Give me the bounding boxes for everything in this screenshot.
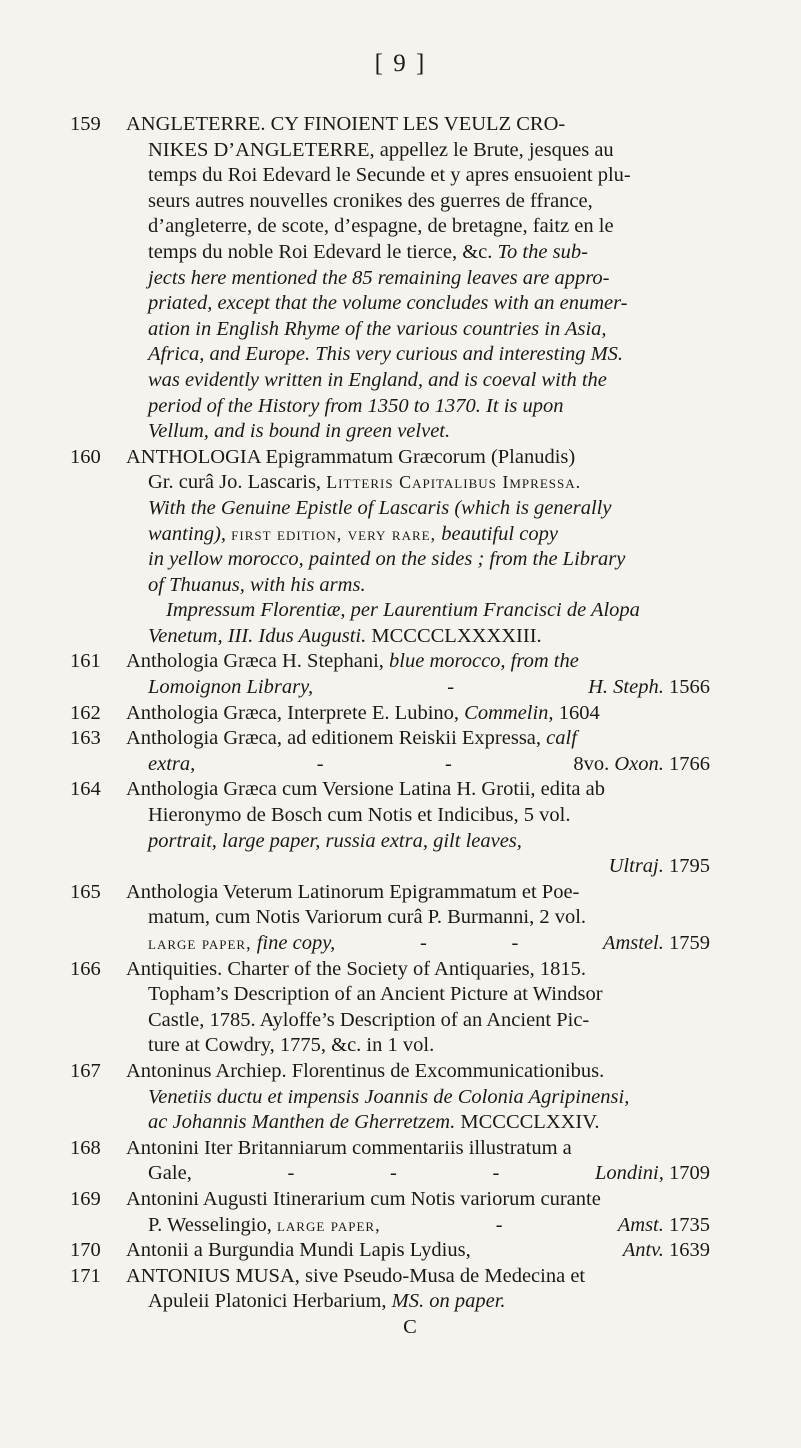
entry-date: 1566 — [663, 676, 710, 699]
entry-text: temps du Roi Edevard le Secunde et y apres ensuoient plu- — [148, 164, 631, 187]
entry-note: fine copy, — [251, 932, 336, 954]
entry-date: 1735 — [663, 1213, 710, 1236]
leader-dash: - — [447, 676, 455, 699]
entry-note: on paper. — [424, 1290, 506, 1313]
entry-imprint: Londini, — [594, 1162, 664, 1185]
entry-text: Anthologia Græca H. Stephani, — [126, 650, 390, 673]
entry-number: 170 — [70, 1239, 101, 1262]
entry-text: temps du noble Roi Edevard le tierce, &c. — [148, 240, 498, 263]
entry-text: Anthologia Veterum Latinorum Epigrammatum et Poe- — [126, 880, 580, 903]
leader-dash: - — [389, 1162, 397, 1185]
entry-note: in yellow morocco, painted on the sides ; from the Library — [148, 548, 626, 571]
entry-imprint: H. Steph. — [588, 676, 664, 699]
entry-text: NIKES D’ANGLETERRE, appellez le Brute, jesques au — [148, 138, 614, 161]
entry-imprint: ac Johannis Manthen de Gherretzem. — [148, 1111, 456, 1134]
entry-date: 1639 — [663, 1239, 710, 1262]
entry-note: priated, except that the volume concludes with an enumer- — [148, 292, 628, 315]
entry-text: matum, cum Notis Variorum curâ P. Burmanni, 2 vol. — [148, 906, 587, 929]
leader-dash: - — [511, 932, 519, 954]
entry-number: 168 — [70, 1136, 101, 1159]
entry-number: 161 — [70, 650, 101, 673]
entry-format: 8vo. — [573, 752, 615, 775]
entry-note: of Thuanus, with his arms. — [148, 573, 366, 596]
entry-imprint: Impressum Florentiæ, per Laurentium Francisci de Alopa — [166, 599, 640, 622]
entry-number: 167 — [70, 1059, 101, 1082]
entry-text: Anthologia Græca, ad editionem Reiskii Expressa, — [126, 727, 547, 750]
catalogue-entry-164 — [70, 777, 710, 879]
entry-imprint: Amstel. — [602, 932, 664, 954]
entry-text: Castle, 1785. Ayloffe’s Description of an Ancient Pic- — [148, 1008, 590, 1031]
entry-text: Antoninus Archiep. Florentinus de Excommunicationibus. — [126, 1059, 605, 1082]
entry-text: Topham’s Description of an Ancient Picture at Windsor — [148, 983, 603, 1006]
catalogue-entry-171 — [70, 1264, 710, 1315]
entry-text: Antonini Iter Britanniarum commentariis illustratum a — [126, 1136, 572, 1159]
entry-text: d’angleterre, de scote, d’espagne, de bretagne, faitz en le — [148, 215, 614, 238]
entry-imprint: Ultraj. — [608, 855, 664, 878]
catalogue-entry-160 — [70, 445, 710, 650]
catalogue-entry-161 — [70, 649, 710, 700]
entry-number: 165 — [70, 880, 101, 903]
entry-note: MS. — [391, 1290, 425, 1313]
entry-note: calf — [546, 727, 577, 750]
entry-imprint: Antv. — [622, 1239, 664, 1262]
entry-date: 1604 — [553, 701, 600, 724]
entry-text: Antonini Augusti Itinerarium cum Notis variorum curante — [126, 1187, 601, 1210]
catalogue-entry-170 — [70, 1238, 710, 1264]
entry-text: Apuleii Platonici Herbarium, — [148, 1290, 392, 1313]
entry-imprint: Amst. — [617, 1213, 664, 1236]
entry-text: Anthologia Græca, Interprete E. Lubino, — [126, 701, 465, 724]
entry-text: Antonii a Burgundia Mundi Lapis Lydius, — [126, 1239, 471, 1262]
entry-text: ANGLETERRE. CY FINOIENT LES VEULZ CRO- — [126, 113, 566, 135]
entry-imprint: Commelin, — [464, 701, 554, 724]
entry-text: Hieronymo de Bosch cum Notis et Indicibus, 5 vol. — [148, 804, 571, 827]
entry-note: extra, — [148, 752, 196, 775]
leader-dash: - — [316, 752, 324, 775]
catalogue-entry-166 — [70, 957, 710, 1059]
entry-date: 1759 — [663, 932, 710, 954]
leader-dash: - — [495, 1213, 503, 1236]
entry-text: seurs autres nouvelles cronikes des guerres de ffrance, — [148, 189, 593, 212]
entry-note: wanting), — [148, 522, 232, 545]
entry-smallcaps: first edition, very rare, — [231, 523, 437, 544]
catalogue-entry-162 — [70, 701, 710, 727]
entry-smallcaps: large paper, — [276, 1214, 381, 1235]
entry-number: 169 — [70, 1187, 101, 1210]
entry-note: jects here mentioned the 85 remaining leaves are appro- — [148, 266, 610, 289]
entry-text: Gr. curâ Jo. Lascaris, — [148, 471, 327, 494]
entry-imprint: Venetiis ductu et impensis Joannis de Colonia Agripinensi, — [148, 1085, 630, 1108]
entry-note: To the sub- — [497, 240, 588, 263]
entry-number: 171 — [70, 1264, 101, 1287]
entry-date: MCCCCLXXIV. — [455, 1111, 600, 1134]
entry-number: 160 — [70, 445, 101, 468]
entry-note: period of the History from 1350 to 1370. It is upon — [148, 394, 564, 417]
entry-text: Antiquities. Charter of the Society of Antiquaries, 1815. — [126, 957, 587, 980]
entry-note: Africa, and Europe. This very curious and interesting MS. — [148, 343, 624, 366]
entry-imprint: Venetum, III. Idus Augusti. — [148, 624, 367, 647]
catalogue-entry-167 — [70, 1059, 710, 1136]
catalogue-entry-163 — [70, 726, 710, 777]
entry-imprint: Oxon. — [614, 752, 664, 775]
entry-date: 1709 — [663, 1162, 710, 1185]
entry-number: 164 — [70, 778, 101, 801]
entry-note: ation in English Rhyme of the various countries in Asia, — [148, 317, 607, 340]
entry-note: Vellum, and is bound in green velvet. — [148, 420, 451, 443]
entry-smallcaps: large paper, — [148, 933, 252, 953]
entry-text: ANTHOLOGIA Epigrammatum Græcorum (Planudis) — [126, 445, 576, 468]
entry-date: 1766 — [663, 752, 710, 775]
catalogue-entry-168 — [70, 1136, 710, 1187]
entry-date: 1795 — [663, 855, 710, 878]
entry-note: portrait, large paper, russia extra, gilt leaves, — [148, 829, 522, 852]
signature-mark: C — [403, 1315, 417, 1338]
entry-note: was evidently written in England, and is coeval with the — [148, 368, 607, 391]
entry-text: ture at Cowdry, 1775, &c. in 1 vol. — [148, 1034, 435, 1057]
catalogue-entry-165 — [70, 880, 710, 957]
leader-dash: - — [287, 1162, 295, 1185]
entry-number: 162 — [70, 701, 101, 724]
entry-number: 163 — [70, 727, 101, 750]
entry-note: With the Genuine Epistle of Lascaris (which is generally — [148, 496, 612, 519]
entry-note: beautiful copy — [436, 522, 558, 545]
catalogue-list — [70, 112, 710, 1341]
entry-text: Gale, — [148, 1162, 192, 1185]
entry-number: 159 — [70, 113, 101, 135]
page-number: [ 9 ] — [374, 50, 427, 77]
entry-number: 166 — [70, 957, 101, 980]
leader-dash: - — [419, 932, 427, 954]
entry-date: MCCCCLXXXXIII. — [366, 624, 542, 647]
leader-dash: - — [492, 1162, 500, 1185]
catalogue-entry-159 — [70, 112, 710, 445]
entry-note: blue morocco, from the — [389, 650, 579, 673]
entry-note: Lomoignon Library, — [148, 676, 314, 699]
entry-text: P. Wesselingio, — [148, 1213, 277, 1236]
catalogue-entry-169 — [70, 1187, 710, 1238]
entry-text: Anthologia Græca cum Versione Latina H. Grotii, edita ab — [126, 778, 605, 801]
leader-dash: - — [445, 752, 452, 775]
entry-smallcaps: Litteris Capitalibus Impressa. — [326, 472, 582, 493]
entry-text: ANTONIUS MUSA, sive Pseudo-Musa de Medecina et — [126, 1264, 586, 1287]
